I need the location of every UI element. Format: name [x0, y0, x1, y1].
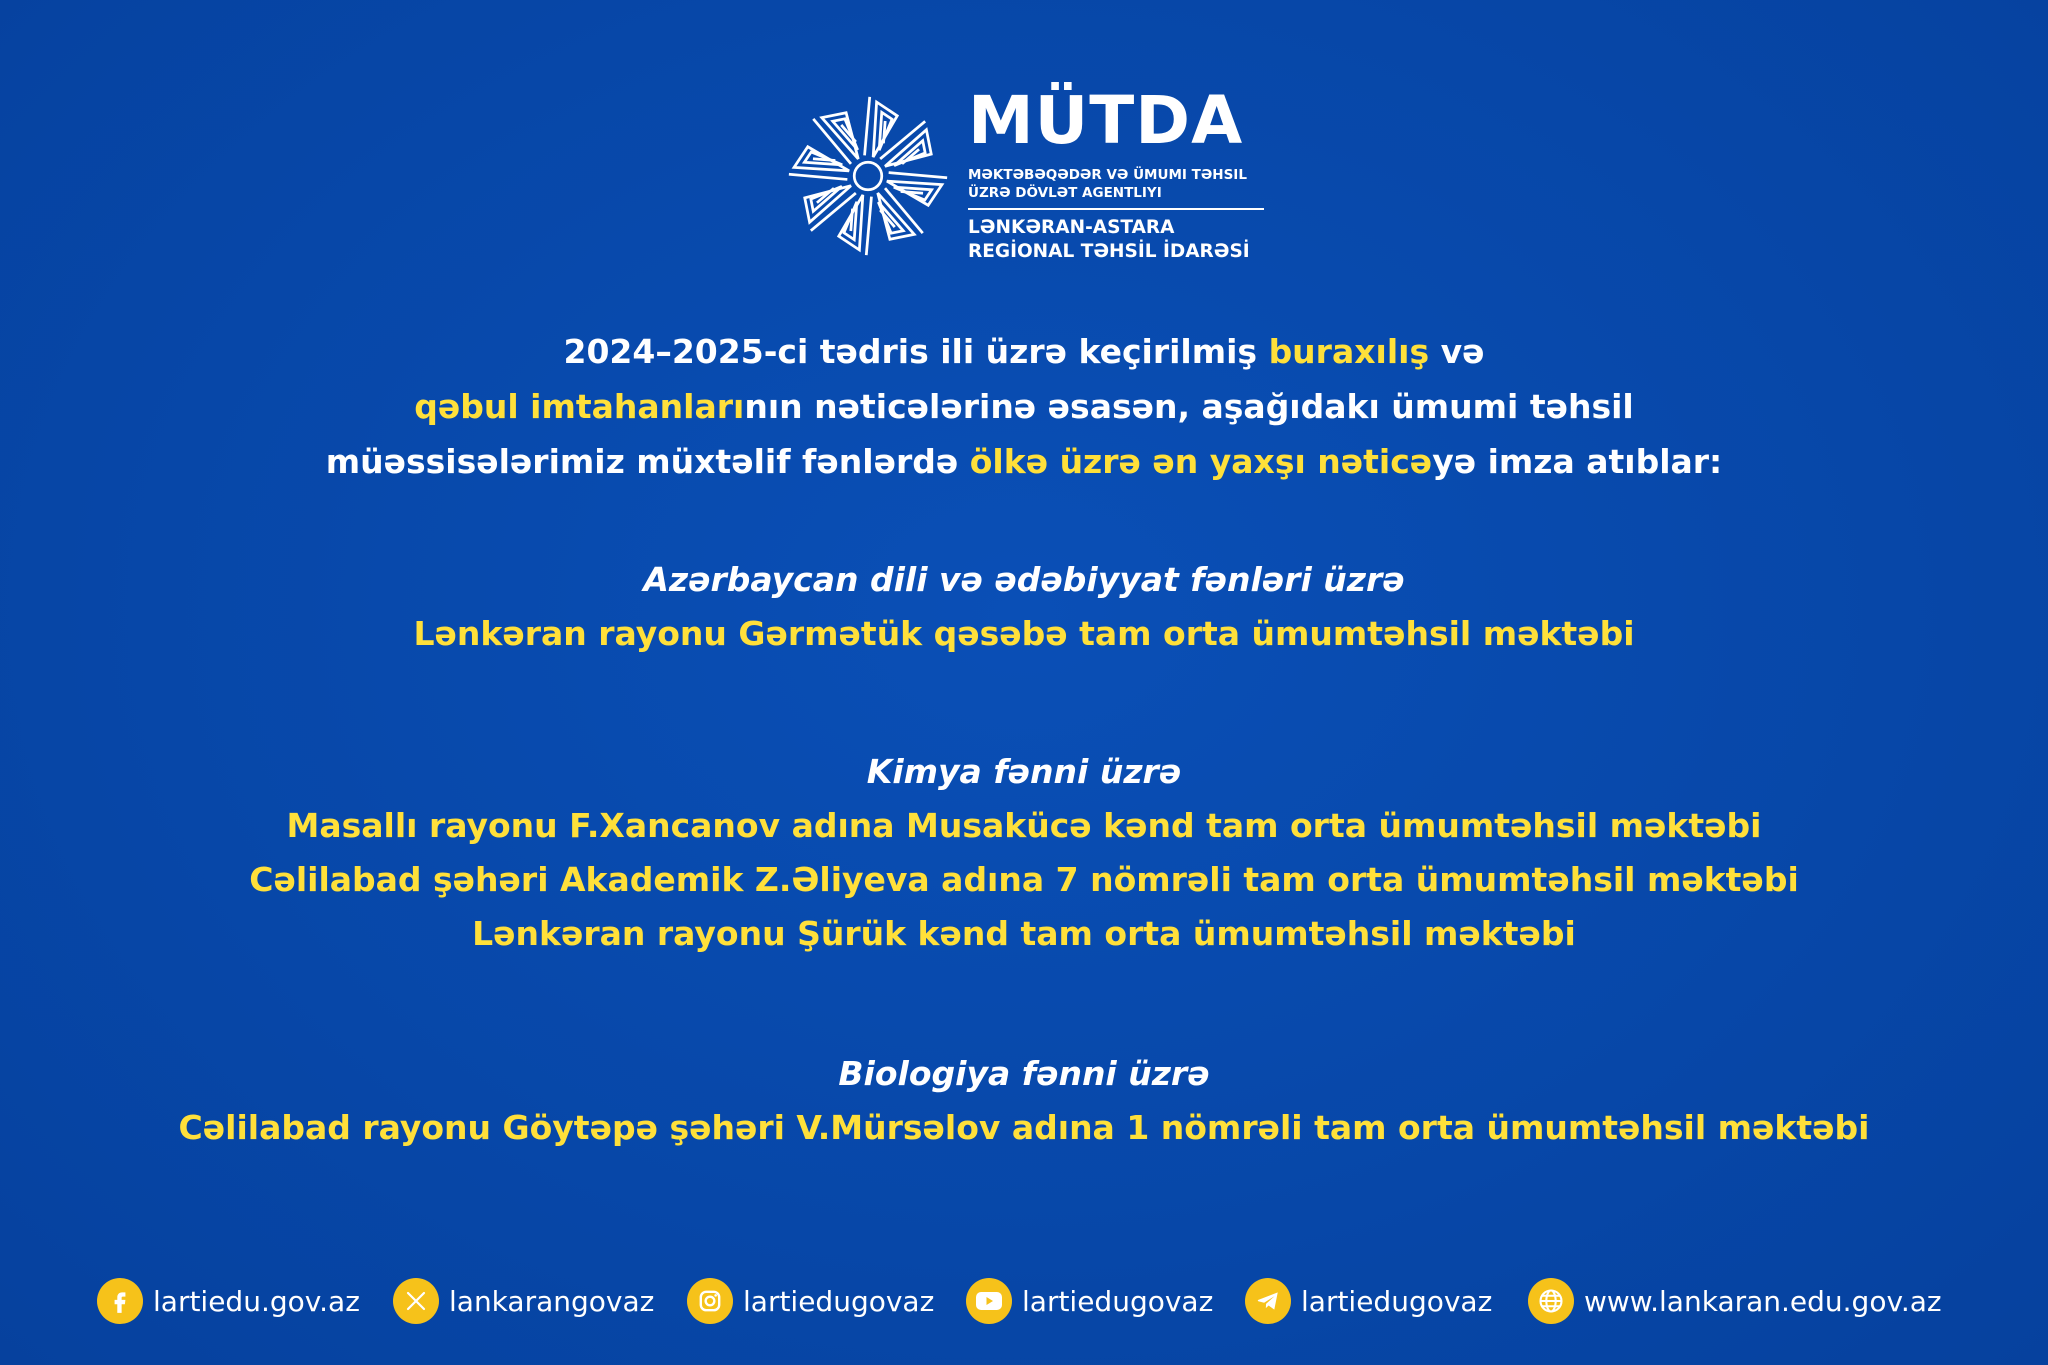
- intro-text: və: [1429, 332, 1485, 371]
- globe-icon: [1528, 1278, 1574, 1324]
- social-x[interactable]: [393, 1276, 654, 1326]
- intro-text: 2024–2025-ci tədris ili üzrə keçirilmiş: [563, 332, 1269, 371]
- school-name: Cəlilabad şəhəri Akademik Z.Əliyeva adına 7 nömrəli tam orta ümumtəhsil məktəbi: [249, 860, 1799, 899]
- social-youtube[interactable]: [966, 1276, 1213, 1326]
- youtube-icon: [966, 1278, 1012, 1324]
- logo-title: MÜTDA: [968, 82, 1244, 159]
- school-name: Cəlilabad rayonu Göytəpə şəhəri V.Mürsəlov adına 1 nömrəli tam orta ümumtəhsil məktəbi: [178, 1108, 1870, 1147]
- region-name-line-1: LƏNKƏRAN-ASTARA: [968, 217, 1175, 238]
- logo-divider: [968, 208, 1264, 210]
- telegram-icon: [1245, 1278, 1291, 1324]
- logo-text-block: [968, 82, 1278, 264]
- intro-text: yə imza atıblar:: [1432, 442, 1723, 481]
- intro-line-1: [0, 332, 2048, 372]
- section-heading-chemistry: Kimya fənni üzrə: [866, 752, 1182, 791]
- intro-line-3: [0, 442, 2048, 482]
- intro-text: müəssisələrimiz müxtəlif fənlərdə: [325, 442, 970, 481]
- social-youtube-text: lartiedugovaz: [1022, 1284, 1214, 1318]
- snowflake-emblem-icon: [782, 90, 954, 262]
- social-instagram-text: lartiedugovaz: [743, 1284, 935, 1318]
- social-website[interactable]: [1528, 1276, 1942, 1326]
- intro-highlight: qəbul imtahanları: [414, 387, 745, 426]
- intro-line-2: [0, 387, 2048, 427]
- intro-highlight: buraxılış: [1268, 332, 1430, 371]
- school-name: Lənkəran rayonu Şürük kənd tam orta ümumtəhsil məktəbi: [472, 914, 1576, 953]
- region-name-line-2: REGİONAL TƏHSİL İDARƏSİ: [968, 241, 1250, 262]
- social-telegram-text: lartiedugovaz: [1301, 1284, 1493, 1318]
- social-instagram[interactable]: [687, 1276, 934, 1326]
- school-name: Masallı rayonu F.Xancanov adına Musakücə kənd tam orta ümumtəhsil məktəbi: [286, 806, 1762, 845]
- region-name: [968, 216, 1278, 264]
- intro-text: nın nəticələrinə əsasən, aşağıdakı ümumi təhsil: [744, 387, 1634, 426]
- agency-name: [968, 166, 1278, 202]
- social-facebook[interactable]: [97, 1276, 360, 1326]
- section-heading-literature: Azərbaycan dili və ədəbiyyat fənləri üzrə: [643, 560, 1405, 599]
- agency-name-line-1: MƏKTƏBƏQƏDƏR VƏ ÜMUMI TƏHSIL: [968, 167, 1247, 183]
- social-telegram[interactable]: [1245, 1276, 1492, 1326]
- x-icon: [393, 1278, 439, 1324]
- social-footer: [0, 1276, 2048, 1326]
- social-x-text: lankarangovaz: [449, 1284, 655, 1318]
- agency-name-line-2: ÜZRƏ DÖVLƏT AGENTLIYI: [968, 185, 1162, 201]
- instagram-icon: [687, 1278, 733, 1324]
- mutda-logo: [782, 82, 1282, 268]
- facebook-icon: [97, 1278, 143, 1324]
- social-website-text: www.lankaran.edu.gov.az: [1584, 1284, 1942, 1318]
- school-name: Lənkəran rayonu Gərmətük qəsəbə tam orta ümumtəhsil məktəbi: [413, 614, 1635, 653]
- section-heading-biology: Biologiya fənni üzrə: [838, 1054, 1210, 1093]
- intro-highlight: ölkə üzrə ən yaxşı nəticə: [969, 442, 1433, 481]
- social-facebook-text: lartiedu.gov.az: [153, 1284, 360, 1318]
